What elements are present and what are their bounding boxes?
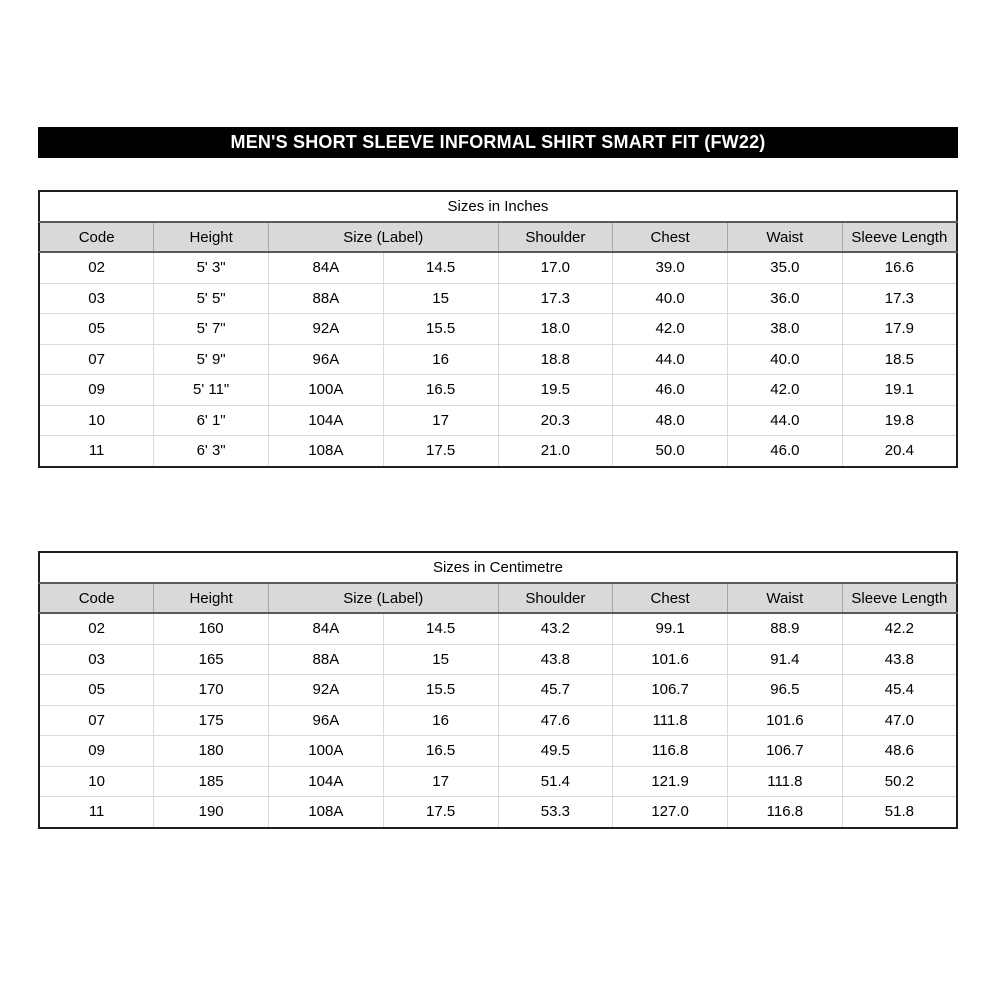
table-cell: 111.8	[728, 766, 843, 797]
table-cell: 17.5	[383, 436, 498, 467]
table-cell: 05	[39, 675, 154, 706]
table-cell: 15	[383, 644, 498, 675]
table-cell: 185	[154, 766, 269, 797]
table-cell: 116.8	[613, 736, 728, 767]
table-cell: 47.6	[498, 705, 613, 736]
table-row	[39, 675, 957, 706]
table-cell: 127.0	[613, 797, 728, 828]
table-row	[39, 797, 957, 828]
table-cell: 40.0	[613, 283, 728, 314]
column-header-waist: Waist	[728, 222, 843, 252]
table-cell: 165	[154, 644, 269, 675]
table-cell: 20.3	[498, 405, 613, 436]
table-cell: 190	[154, 797, 269, 828]
table-cell: 96.5	[728, 675, 843, 706]
table-cell: 17.3	[842, 283, 957, 314]
table-caption: Sizes in Centimetre	[39, 552, 957, 583]
table-cell: 05	[39, 314, 154, 345]
table-row	[39, 252, 957, 283]
table-cell: 02	[39, 252, 154, 283]
table-cell: 5' 7"	[154, 314, 269, 345]
table-cell: 19.1	[842, 375, 957, 406]
table-cell: 03	[39, 644, 154, 675]
table-cell: 10	[39, 766, 154, 797]
table-row	[39, 613, 957, 644]
table-cell: 5' 3"	[154, 252, 269, 283]
table-cell: 100A	[269, 736, 384, 767]
table-cell: 42.0	[613, 314, 728, 345]
table-cell: 180	[154, 736, 269, 767]
table-cell: 38.0	[728, 314, 843, 345]
table-cell: 15.5	[383, 314, 498, 345]
table-row	[39, 766, 957, 797]
column-header-chest: Chest	[613, 222, 728, 252]
table-cell: 5' 11"	[154, 375, 269, 406]
table-cell: 17.5	[383, 797, 498, 828]
table-cell: 43.2	[498, 613, 613, 644]
table-cell: 07	[39, 344, 154, 375]
table-cell: 50.0	[613, 436, 728, 467]
table-cell: 07	[39, 705, 154, 736]
table-row	[39, 436, 957, 467]
table-cell: 49.5	[498, 736, 613, 767]
table-row	[39, 375, 957, 406]
table-cell: 16.6	[842, 252, 957, 283]
table-cell: 11	[39, 797, 154, 828]
table-cell: 17.9	[842, 314, 957, 345]
table-cell: 5' 5"	[154, 283, 269, 314]
table-cell: 35.0	[728, 252, 843, 283]
column-header-chest: Chest	[613, 583, 728, 613]
table-cell: 10	[39, 405, 154, 436]
table-caption: Sizes in Inches	[39, 191, 957, 222]
table-row	[39, 736, 957, 767]
table-row	[39, 705, 957, 736]
table-cell: 42.0	[728, 375, 843, 406]
table-header-row	[39, 583, 957, 613]
table-cell: 48.0	[613, 405, 728, 436]
column-header-sleeve-length: Sleeve Length	[842, 222, 957, 252]
page-title: MEN'S SHORT SLEEVE INFORMAL SHIRT SMART FIT (FW22)	[38, 127, 958, 158]
table-cell: 16.5	[383, 736, 498, 767]
table-cell: 15.5	[383, 675, 498, 706]
table-cell: 21.0	[498, 436, 613, 467]
table-cell: 14.5	[383, 613, 498, 644]
table-cell: 6' 1"	[154, 405, 269, 436]
table-cell: 19.8	[842, 405, 957, 436]
table-cell: 106.7	[728, 736, 843, 767]
table-cell: 106.7	[613, 675, 728, 706]
table-row	[39, 644, 957, 675]
column-header-shoulder: Shoulder	[498, 583, 613, 613]
table-cell: 18.5	[842, 344, 957, 375]
table-cell: 36.0	[728, 283, 843, 314]
table-cell: 44.0	[728, 405, 843, 436]
table-cell: 45.4	[842, 675, 957, 706]
table-row	[39, 314, 957, 345]
table-cell: 99.1	[613, 613, 728, 644]
table-cell: 121.9	[613, 766, 728, 797]
table-cell: 96A	[269, 705, 384, 736]
table-cell: 17	[383, 405, 498, 436]
table-cell: 17	[383, 766, 498, 797]
column-header-code: Code	[39, 222, 154, 252]
sizes-in-centimetre-table	[38, 551, 958, 829]
table-cell: 88A	[269, 644, 384, 675]
sizes-in-inches-table	[38, 190, 958, 468]
table-cell: 175	[154, 705, 269, 736]
column-header-waist: Waist	[728, 583, 843, 613]
table-cell: 09	[39, 736, 154, 767]
table-header-row	[39, 222, 957, 252]
column-header-height: Height	[154, 222, 269, 252]
table-cell: 47.0	[842, 705, 957, 736]
table-cell: 104A	[269, 766, 384, 797]
table-cell: 16	[383, 344, 498, 375]
table-cell: 100A	[269, 375, 384, 406]
table-cell: 50.2	[842, 766, 957, 797]
table-cell: 40.0	[728, 344, 843, 375]
table-cell: 02	[39, 613, 154, 644]
table-cell: 46.0	[613, 375, 728, 406]
table-cell: 03	[39, 283, 154, 314]
column-header-size-label: Size (Label)	[269, 583, 499, 613]
table-cell: 11	[39, 436, 154, 467]
column-header-size-label: Size (Label)	[269, 222, 499, 252]
table-cell: 170	[154, 675, 269, 706]
table-row	[39, 283, 957, 314]
table-cell: 19.5	[498, 375, 613, 406]
table-cell: 160	[154, 613, 269, 644]
table-cell: 51.8	[842, 797, 957, 828]
table-cell: 17.3	[498, 283, 613, 314]
table-cell: 111.8	[613, 705, 728, 736]
column-header-height: Height	[154, 583, 269, 613]
column-header-code: Code	[39, 583, 154, 613]
table-body	[39, 613, 957, 828]
table-body	[39, 252, 957, 467]
table-cell: 39.0	[613, 252, 728, 283]
table-cell: 16	[383, 705, 498, 736]
table-cell: 44.0	[613, 344, 728, 375]
table-cell: 101.6	[728, 705, 843, 736]
table-cell: 88A	[269, 283, 384, 314]
table-cell: 43.8	[498, 644, 613, 675]
table-cell: 84A	[269, 252, 384, 283]
table-cell: 42.2	[842, 613, 957, 644]
table-cell: 104A	[269, 405, 384, 436]
table-cell: 88.9	[728, 613, 843, 644]
table-cell: 43.8	[842, 644, 957, 675]
table-cell: 91.4	[728, 644, 843, 675]
table-row	[39, 344, 957, 375]
table-caption-row	[39, 191, 957, 222]
table-cell: 45.7	[498, 675, 613, 706]
table-cell: 96A	[269, 344, 384, 375]
table-cell: 92A	[269, 675, 384, 706]
table-cell: 18.0	[498, 314, 613, 345]
table-cell: 53.3	[498, 797, 613, 828]
table-cell: 09	[39, 375, 154, 406]
column-header-shoulder: Shoulder	[498, 222, 613, 252]
table-caption-row	[39, 552, 957, 583]
table-cell: 16.5	[383, 375, 498, 406]
table-cell: 84A	[269, 613, 384, 644]
table-cell: 51.4	[498, 766, 613, 797]
table-cell: 6' 3"	[154, 436, 269, 467]
table-cell: 116.8	[728, 797, 843, 828]
table-cell: 92A	[269, 314, 384, 345]
table-cell: 48.6	[842, 736, 957, 767]
table-cell: 108A	[269, 436, 384, 467]
table-cell: 18.8	[498, 344, 613, 375]
table-cell: 20.4	[842, 436, 957, 467]
table-cell: 17.0	[498, 252, 613, 283]
column-header-sleeve-length: Sleeve Length	[842, 583, 957, 613]
table-cell: 15	[383, 283, 498, 314]
table-cell: 14.5	[383, 252, 498, 283]
table-cell: 5' 9"	[154, 344, 269, 375]
table-row	[39, 405, 957, 436]
table-cell: 108A	[269, 797, 384, 828]
table-cell: 101.6	[613, 644, 728, 675]
table-cell: 46.0	[728, 436, 843, 467]
